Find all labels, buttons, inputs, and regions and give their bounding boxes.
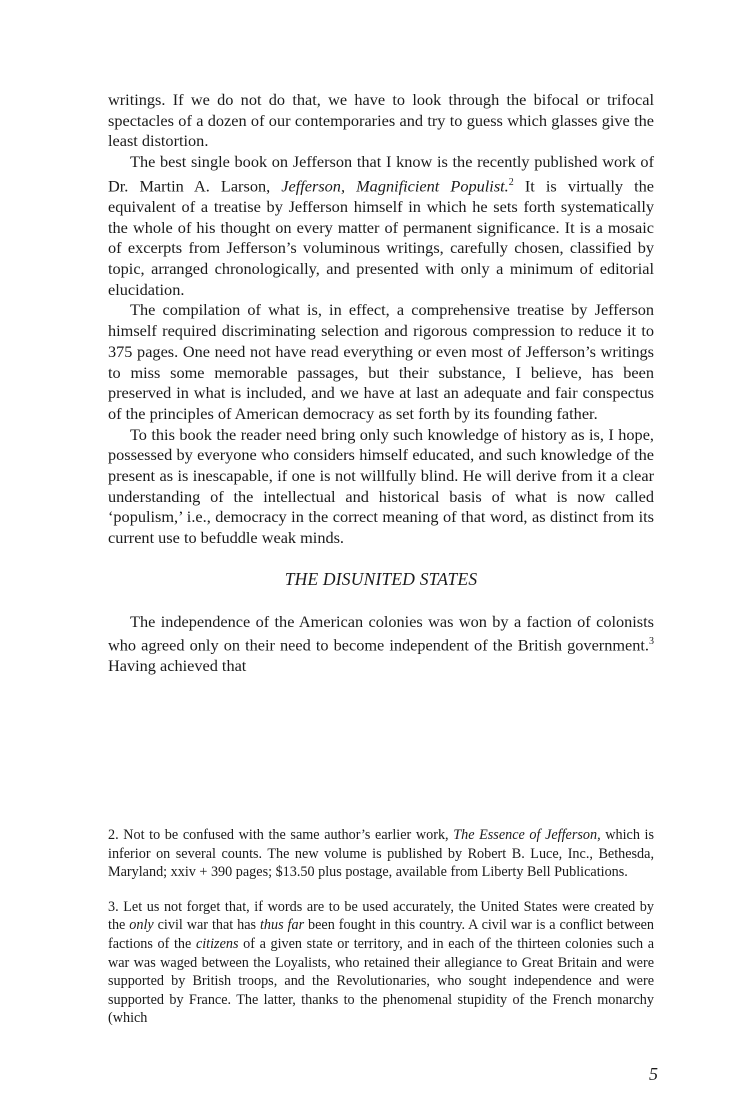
footnote-3-text-c: been fought in this country. A civil war is a conflict between factions of the xyxy=(108,917,655,952)
footnote-3-text-b: civil war that has xyxy=(153,917,260,934)
paragraph-5-start: The independence of the American colonies was won by a faction of colonists who agreed only on their need to become independent of the British government. xyxy=(108,611,654,655)
footnote-3-text-a: 3. Let us not forget that, if words are to be used accurately, the United States were created by the xyxy=(108,898,654,934)
footnote-3-emph-citizens: citizens xyxy=(195,935,239,952)
main-text xyxy=(108,90,654,677)
paragraph-2-end: It is virtually the equivalent of a treatise by Jefferson himself in which he sets forth systematically the whole of his thought on every matter of permanent significance. It is a mosaic of excerpts from Jefferson’s voluminous writings, carefully chosen, classified by topic, arranged chronologically, and presented with only a minimum of editorial elucidation. xyxy=(108,176,654,299)
footnote-3 xyxy=(108,898,654,1028)
footnote-2-title: The Essence of Jefferson, xyxy=(453,827,601,843)
paragraph-3: The compilation of what is, in effect, a comprehensive treatise by Jefferson himself required discriminating selection and rigorous compression to reduce it to 375 pages. One need not have read everything or even most of Jefferson’s writings to miss some memorable passages, but their substance, I believe, has been preserved in what is included, and we have at last an adequate and fair conspectus of the principles of American democracy as set forth by its founding father. xyxy=(108,300,654,423)
footnote-2-text-b: which is inferior on several counts. The new volume is published by Robert B. Luce, Inc., Bethesda, Maryland; xxiv + 390 pages; $13.50 plus postage, available from Liberty Bell Publications. xyxy=(108,827,655,881)
paragraph-2 xyxy=(108,152,654,300)
footnote-2 xyxy=(108,826,654,882)
paragraph-5-end: Having achieved that xyxy=(108,656,247,676)
page-number: 5 xyxy=(649,1064,658,1084)
footnote-3-text-d: of a given state or territory, and in each of the thirteen colonies such a war was waged between the Loyalists, who retained their allegiance to Great Britain and were supported by British troops, and the Revolutionaries, who sought independence and were supported by France. The latter, thanks to the phenomenal stupidity of the French monarchy (which xyxy=(108,935,654,1027)
footnote-2-text-a: 2. Not to be confused with the same author’s earlier work, xyxy=(108,827,454,843)
section-heading: THE DISUNITED STATES xyxy=(284,568,478,589)
footnote-3-emph-only: only xyxy=(129,917,154,934)
paragraph-4: To this book the reader need bring only such knowledge of history as is, I hope, possessed by everyone who considers himself educated, and such knowledge of the present as is inescapable, if one is not willfully blind. He will derive from it a clear understanding of the intellectual and historical basis of what is now called ‘populism,’ i.e., democracy in the correct meaning of that word, as distinct from its current use to befuddle weak minds. xyxy=(108,424,654,548)
paragraph-5 xyxy=(108,612,654,678)
paragraph-2-start: The best single book on Jefferson that I know is the recently published work of Dr. Martin A. Larson, xyxy=(108,152,654,196)
footnotes xyxy=(108,826,654,1044)
footnote-ref-3: 3 xyxy=(649,636,654,648)
footnote-3-emph-thus-far: thus far xyxy=(259,917,305,934)
paragraph-1: writings. If we do not do that, we have to look through the bifocal or trifocal spectacles of a dozen of our contemporaries and try to guess which glasses give the least distortion. xyxy=(108,90,654,151)
book-title: Jefferson, Magnificient Populist. xyxy=(281,176,509,196)
footnote-ref-2: 2 xyxy=(508,176,514,188)
